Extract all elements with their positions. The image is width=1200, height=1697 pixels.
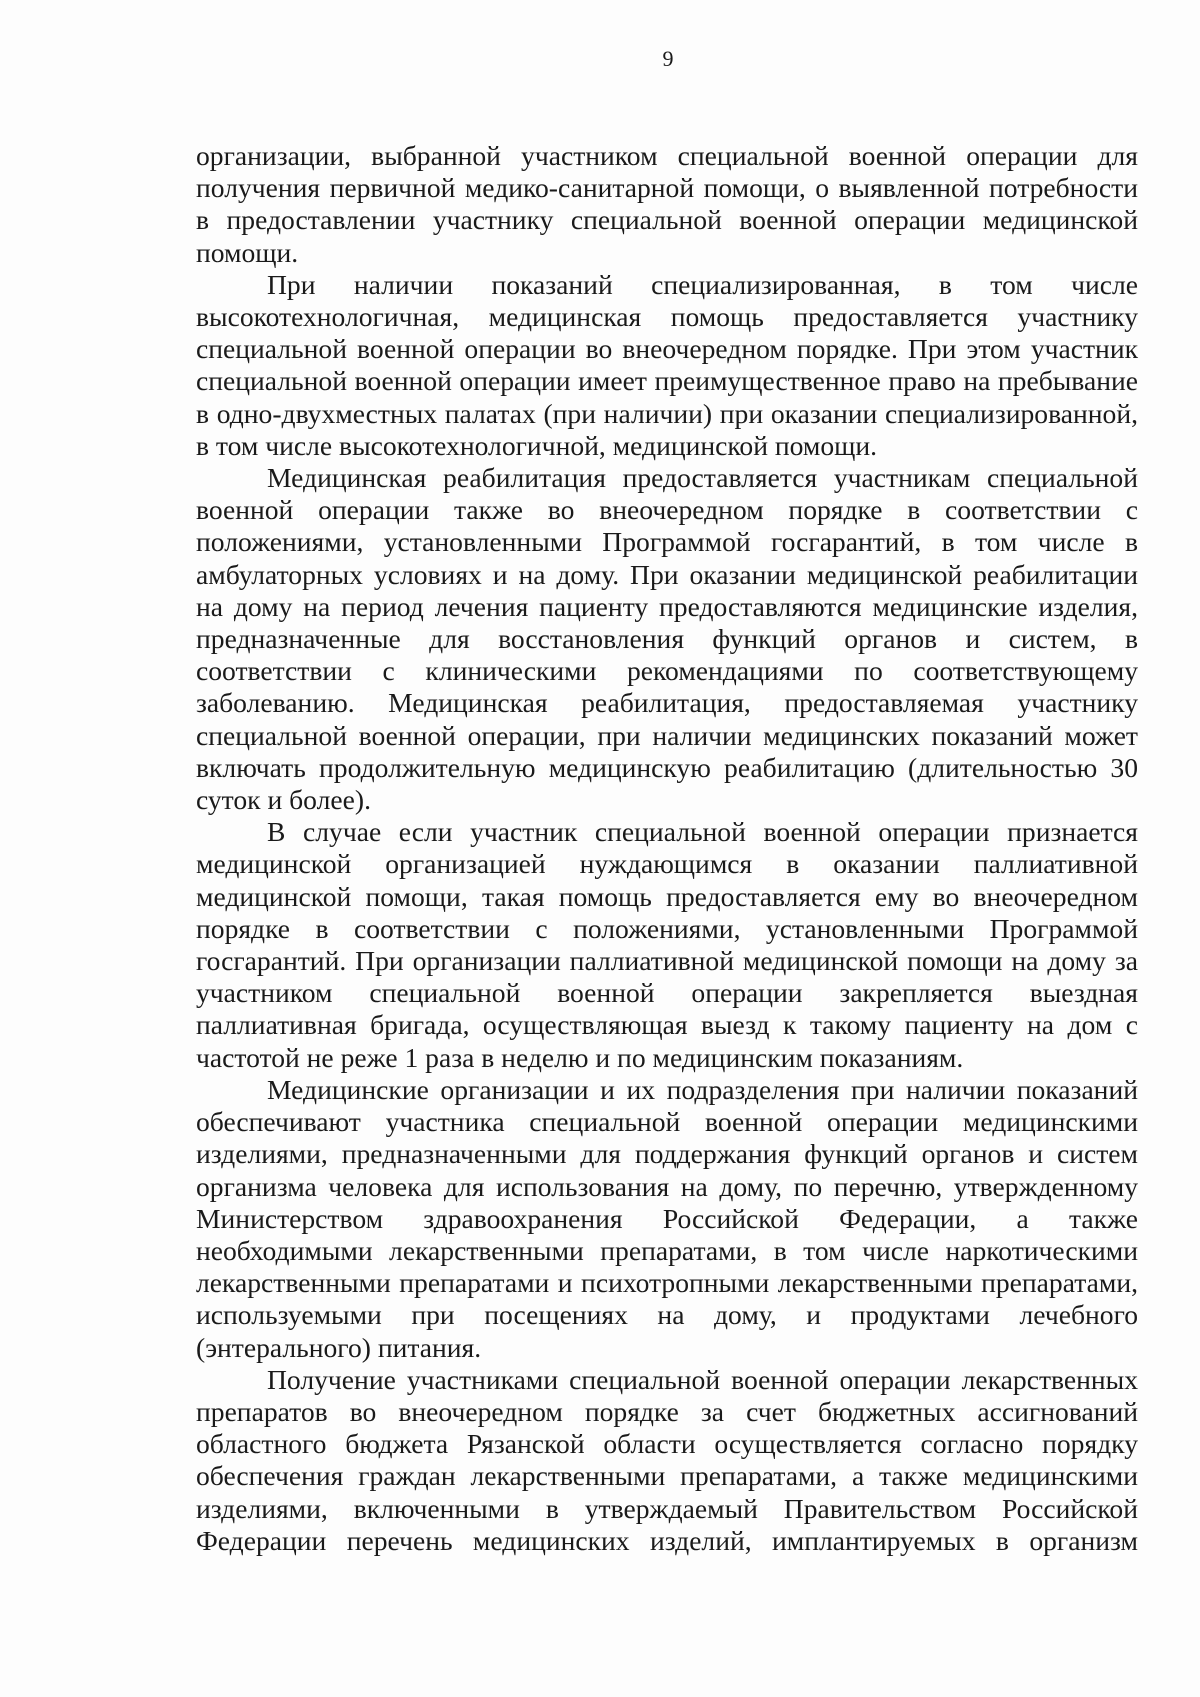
page-number: 9	[662, 46, 674, 71]
paragraph-continuation: организации, выбранной участником специальной военной операции для получения первичной медико-санитарной помощи, о выявленной потребности в предоставлении участнику специальной военной операции медицинской помощи.	[196, 140, 1138, 268]
paragraph-specialized-care: При наличии показаний специализированная, в том числе высокотехнологичная, медицинская помощь предоставляется участнику специальной военной операции во внеочередном порядке. При этом участник специальной военной операции имеет преимущественное право на пребывание в одно-двухместных палатах (при наличии) при оказании специализированной, в том числе высокотехнологичной, медицинской помощи.	[196, 268, 1138, 461]
paragraph-medicines: Получение участниками специальной военной операции лекарственных препаратов во внеочередном порядке за счет бюджетных ассигнований областного бюджета Рязанской области осуществляется согласно порядку обеспечения граждан лекарственными препаратами, а также медицинскими изделиями, включенными в утверждаемый Правительством Российской Федерации перечень медицинских изделий, имплантируемых в организм	[196, 1363, 1138, 1556]
paragraph-rehabilitation: Медицинская реабилитация предоставляется участникам специальной военной операции также во внеочередном порядке в соответствии с положениями, установленными Программой госгарантий, в том числе в амбулаторных условиях и на дому. При оказании медицинской реабилитации на дому на период лечения пациенту предоставляются медицинские изделия, предназначенные для восстановления функций органов и систем, в соответствии с клиническими рекомендациями по соответствующему заболеванию. Медицинская реабилитация, предоставляемая участнику специальной военной операции, при наличии медицинских показаний может включать продолжительную медицинскую реабилитацию (длительностью 30 суток и более).	[196, 462, 1138, 816]
document-body	[196, 140, 1138, 1557]
paragraph-palliative-care: В случае если участник специальной военной операции признается медицинской организацией нуждающимся в оказании паллиативной медицинской помощи, такая помощь предоставляется ему во внеочередном порядке в соответствии с положениями, установленными Программой госгарантий. При организации паллиативной медицинской помощи на дому за участником специальной военной операции закрепляется выездная паллиативная бригада, осуществляющая выезд к такому пациенту на дом с частотой не реже 1 раза в неделю и по медицинским показаниям.	[196, 816, 1138, 1073]
paragraph-medical-devices: Медицинские организации и их подразделения при наличии показаний обеспечивают участника специальной военной операции медицинскими изделиями, предназначенными для поддержания функций органов и систем организма человека для использования на дому, по перечню, утвержденному Министерством здравоохранения Российской Федерации, а также необходимыми лекарственными препаратами, в том числе наркотическими лекарственными препаратами и психотропными лекарственными препаратами, используемыми при посещениях на дому, и продуктами лечебного (энтерального) питания.	[196, 1073, 1138, 1363]
